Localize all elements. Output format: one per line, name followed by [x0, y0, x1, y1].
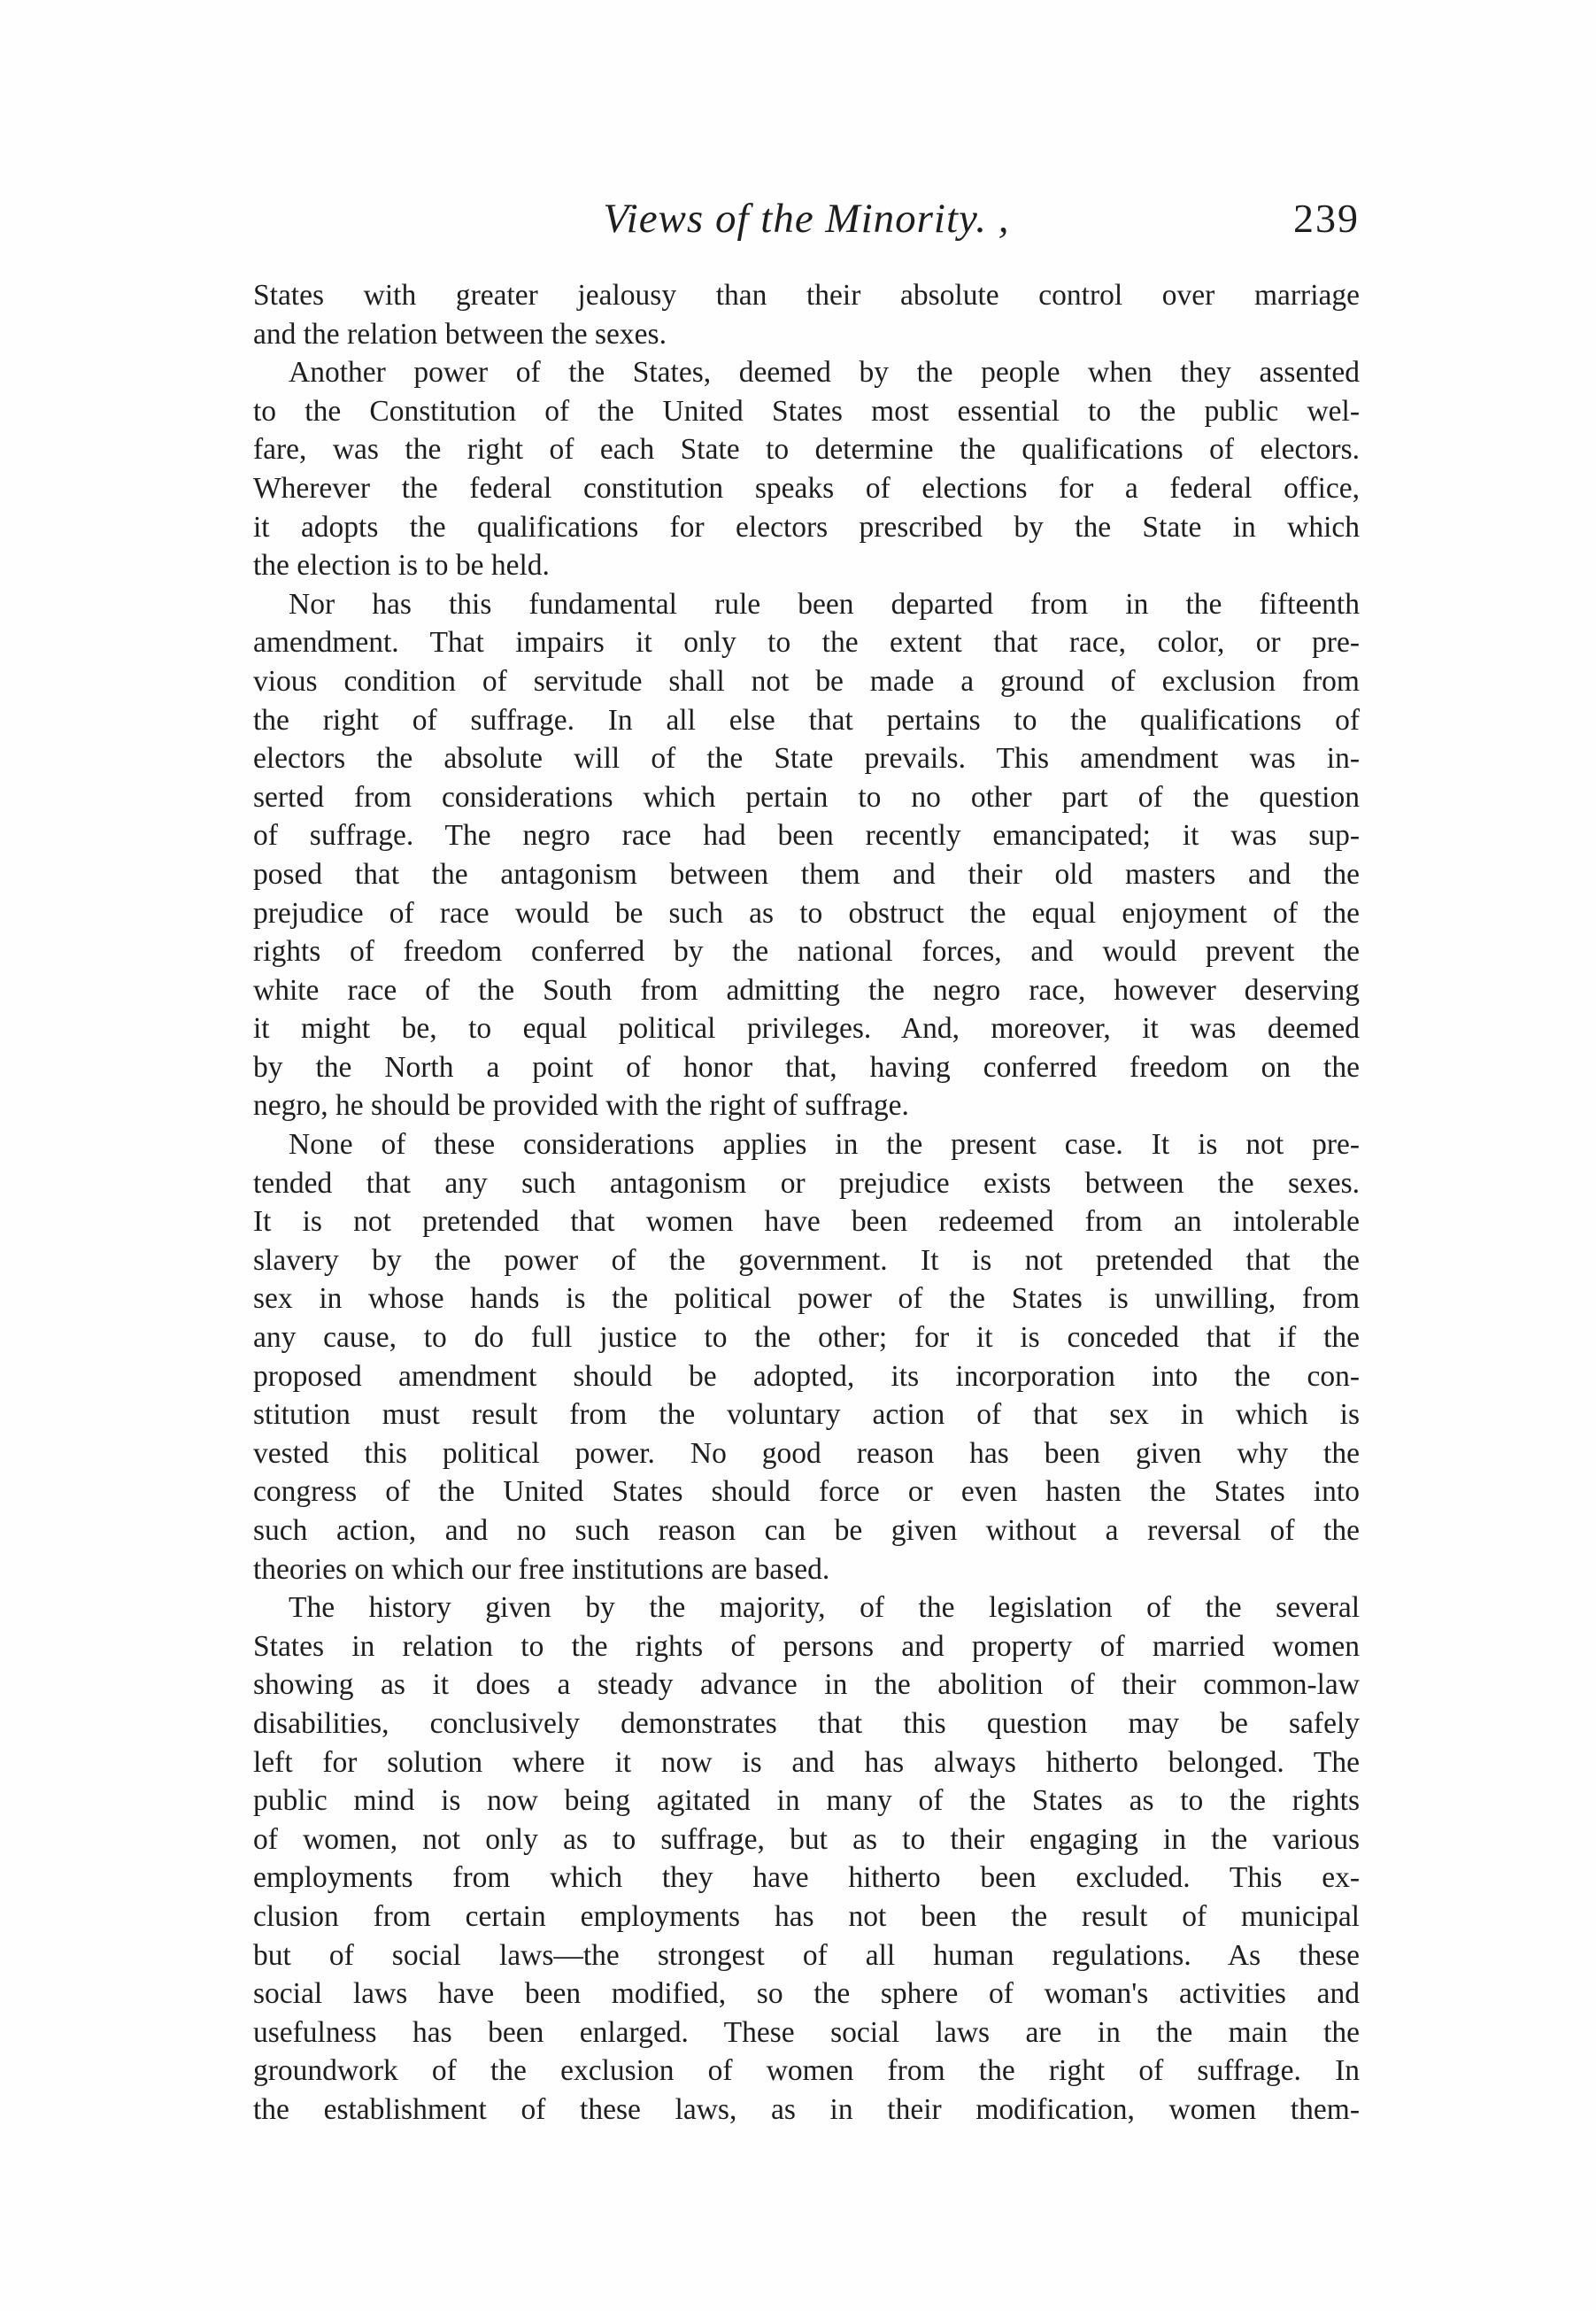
- paragraph: [253, 276, 1360, 353]
- text-line: showing as it does a steady advance in the abolition of their common-law: [253, 1668, 1360, 1702]
- text-line: clusion from certain employments has not been the result of municipal: [253, 1899, 1360, 1933]
- text-line: of women, not only as to suffrage, but as to their engaging in the various: [253, 1822, 1360, 1856]
- text-line: groundwork of the exclusion of women from the right of suffrage. In: [253, 2054, 1360, 2088]
- text-line: The history given by the majority, of the legislation of the several: [289, 1591, 1360, 1625]
- text-line: to the Constitution of the United States most essential to the public wel-: [253, 394, 1360, 428]
- text-line: and the relation between the sexes.: [253, 317, 667, 351]
- text-line: but of social laws—the strongest of all human regulations. As these: [253, 1938, 1360, 1972]
- text-line: stitution must result from the voluntary action of that sex in which is: [253, 1398, 1360, 1432]
- paragraph: [253, 353, 1360, 585]
- text-line: such action, and no such reason can be given without a reversal of the: [253, 1514, 1360, 1547]
- text-line: by the North a point of honor that, having conferred freedom on the: [253, 1050, 1360, 1084]
- text-line: States in relation to the rights of persons and property of married women: [253, 1629, 1360, 1663]
- text-line: left for solution where it now is and has always hitherto belonged. The: [253, 1745, 1360, 1779]
- text-line: usefulness has been enlarged. These social laws are in the main the: [253, 2015, 1360, 2049]
- text-line: electors the absolute will of the State prevails. This amendment was in-: [253, 742, 1360, 776]
- text-line: Another power of the States, deemed by the people when they assented: [289, 356, 1360, 390]
- text-line: public mind is now being agitated in many of the States as to the rights: [253, 1784, 1360, 1818]
- text-line: slavery by the power of the government. It is not pretended that the: [253, 1243, 1360, 1277]
- text-line: social laws have been modified, so the sphere of woman's activities and: [253, 1977, 1360, 2011]
- text-line: the right of suffrage. In all else that pertains to the qualifications of: [253, 703, 1360, 737]
- text-line: vested this political power. No good reason has been given why the: [253, 1436, 1360, 1470]
- body-text: [253, 276, 1360, 2129]
- running-title: Views of the Minority. ,: [603, 196, 1010, 242]
- paragraph: [253, 1125, 1360, 1588]
- text-line: sex in whose hands is the political power of the States is unwilling, from: [253, 1282, 1360, 1316]
- text-line: of suffrage. The negro race had been recently emancipated; it was sup-: [253, 819, 1360, 853]
- text-line: proposed amendment should be adopted, its incorporation into the con-: [253, 1359, 1360, 1393]
- text-line: it adopts the qualifications for electors prescribed by the State in which: [253, 510, 1360, 544]
- page-number: 239: [1293, 196, 1360, 241]
- text-line: congress of the United States should force or even hasten the States into: [253, 1475, 1360, 1509]
- text-line: Wherever the federal constitution speaks of elections for a federal office,: [253, 471, 1360, 505]
- text-line: posed that the antagonism between them and their old masters and the: [253, 857, 1360, 891]
- text-line: rights of freedom conferred by the national forces, and would prevent the: [253, 935, 1360, 969]
- paragraph: [253, 585, 1360, 1125]
- text-line: the election is to be held.: [253, 549, 550, 583]
- text-line: the establishment of these laws, as in their modification, women them-: [253, 2092, 1360, 2126]
- text-line: serted from considerations which pertain to no other part of the question: [253, 780, 1360, 814]
- text-line: theories on which our free institutions are based.: [253, 1552, 830, 1586]
- text-line: vious condition of servitude shall not be made a ground of exclusion from: [253, 664, 1360, 698]
- text-line: prejudice of race would be such as to obstruct the equal enjoyment of the: [253, 896, 1360, 930]
- running-head: [253, 188, 1360, 250]
- text-line: it might be, to equal political privileges. And, moreover, it was deemed: [253, 1012, 1360, 1046]
- text-line: fare, was the right of each State to determine the qualifications of electors.: [253, 433, 1360, 467]
- text-line: amendment. That impairs it only to the extent that race, color, or pre-: [253, 626, 1360, 660]
- text-line: None of these considerations applies in the present case. It is not pre-: [289, 1128, 1360, 1162]
- text-line: Nor has this fundamental rule been departed from in the fifteenth: [289, 587, 1360, 621]
- text-line: white race of the South from admitting the negro race, however deserving: [253, 973, 1360, 1007]
- text-line: It is not pretended that women have been redeemed from an intolerable: [253, 1205, 1360, 1239]
- text-line: negro, he should be provided with the right of suffrage.: [253, 1089, 909, 1123]
- text-line: States with greater jealousy than their absolute control over marriage: [253, 279, 1360, 312]
- text-line: any cause, to do full justice to the other; for it is conceded that if the: [253, 1321, 1360, 1355]
- text-line: tended that any such antagonism or prejudice exists between the sexes.: [253, 1166, 1360, 1200]
- paragraph: [253, 1588, 1360, 2129]
- text-line: disabilities, conclusively demonstrates that this question may be safely: [253, 1706, 1360, 1740]
- text-line: employments from which they have hitherto been excluded. This ex-: [253, 1861, 1360, 1895]
